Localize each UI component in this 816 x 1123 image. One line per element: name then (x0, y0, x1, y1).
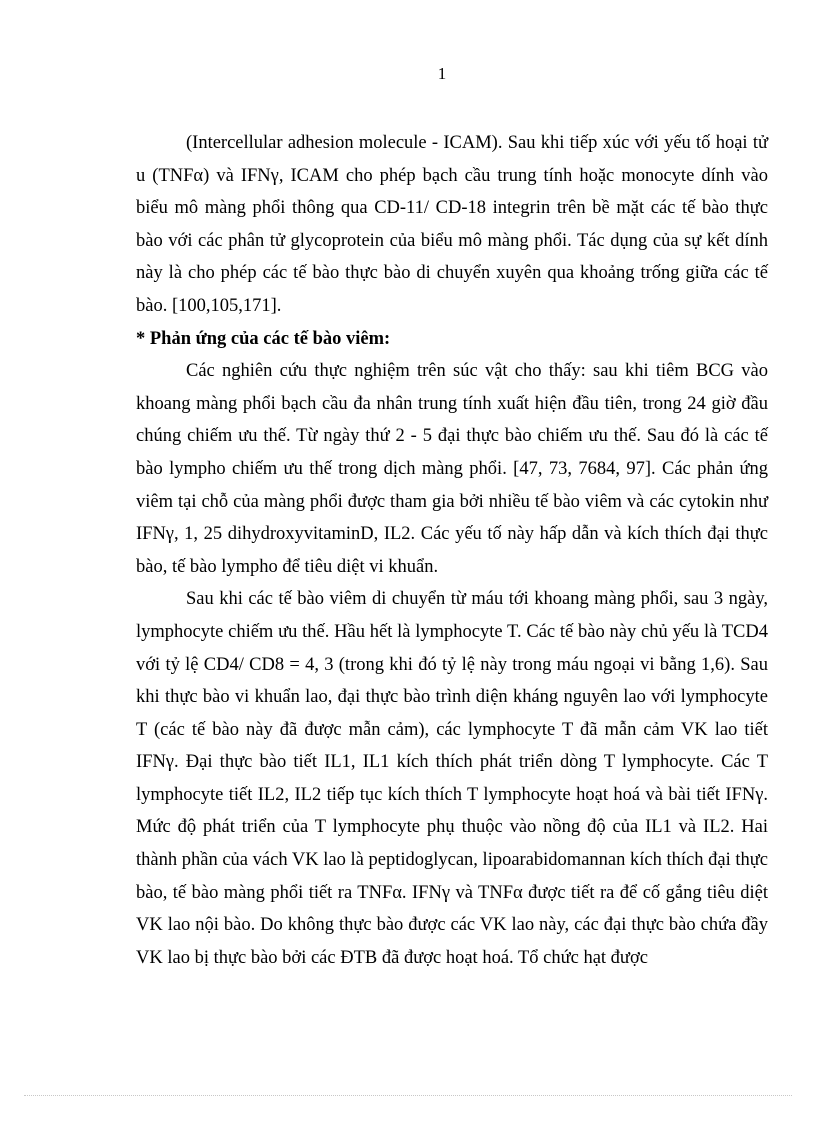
paragraph-lymphocyte-response: Sau khi các tế bào viêm di chuyển từ máu tới khoang màng phổi, sau 3 ngày, lymphocyte chiếm ưu thế. Hầu hết là lymphocyte T. Các tế bào này chủ yếu là TCD4 với tỷ lệ CD4/ CD8 = 4, 3 (trong khi đó tỷ lệ này trong máu ngoại vi bằng 1,6). Sau khi thực bào vi khuẩn lao, đại thực bào trình diện kháng nguyên lao với lymphocyte T (các tế bào này đã được mẫn cảm), các lymphocyte T đã mẫn cảm VK lao tiết IFNγ. Đại thực bào tiết IL1, IL1 kích thích phát triển dòng T lymphocyte. Các T lymphocyte tiết IL2, IL2 tiếp tục kích thích T lymphocyte hoạt hoá và bài tiết IFNγ. Mức độ phát triển của T lymphocyte phụ thuộc vào nồng độ của IL1 và IL2. Hai thành phần của vách VK lao là peptidoglycan, lipoarabidomannan kích thích đại thực bào, tế bào màng phổi tiết ra TNFα. IFNγ và TNFα được tiết ra để cố gắng tiêu diệt VK lao nội bào. Do không thực bào được các VK lao này, các đại thực bào chứa đầy VK lao bị thực bào bởi các ĐTB đã được hoạt hoá. Tổ chức hạt được (136, 589, 768, 968)
page-number: 1 (437, 64, 447, 83)
paragraph-icam: (Intercellular adhesion molecule - ICAM). Sau khi tiếp xúc với yếu tố hoại tử u (TNFα) và IFNγ, ICAM cho phép bạch cầu trung tính hoặc monocyte dính vào biểu mô màng phổi thông qua CD-11/ CD-18 integrin trên bề mặt các tế bào thực bào với các phân tử glycoprotein của biểu mô màng phổi. Tác dụng của sự kết dính này là cho phép các tế bào thực bào di chuyển xuyên qua khoảng trống giữa các tế bào. [100,105,171]. (136, 133, 768, 316)
page-bottom-divider (24, 1095, 792, 1096)
section-heading-inflammatory-cells: * Phản ứng của các tế bào viêm: (136, 328, 391, 349)
paragraph-animal-experiments: Các nghiên cứu thực nghiệm trên súc vật cho thấy: sau khi tiêm BCG vào khoang màng phổi bạch cầu đa nhân trung tính xuất hiện đầu tiên, trong 24 giờ đầu chúng chiếm ưu thế. Từ ngày thứ 2 - 5 đại thực bào chiếm ưu thế. Sau đó là các tế bào lympho chiếm ưu thế trong dịch màng phổi. [47, 73, 7684, 97]. Các phản ứng viêm tại chỗ của màng phổi được tham gia bởi nhiều tế bào viêm và các cytokin như IFNγ, 1, 25 dihydroxyvitaminD, IL2. Các yếu tố này hấp dẫn và kích thích đại thực bào, tế bào lympho để tiêu diệt vi khuẩn. (136, 361, 768, 577)
document-body (136, 127, 768, 974)
